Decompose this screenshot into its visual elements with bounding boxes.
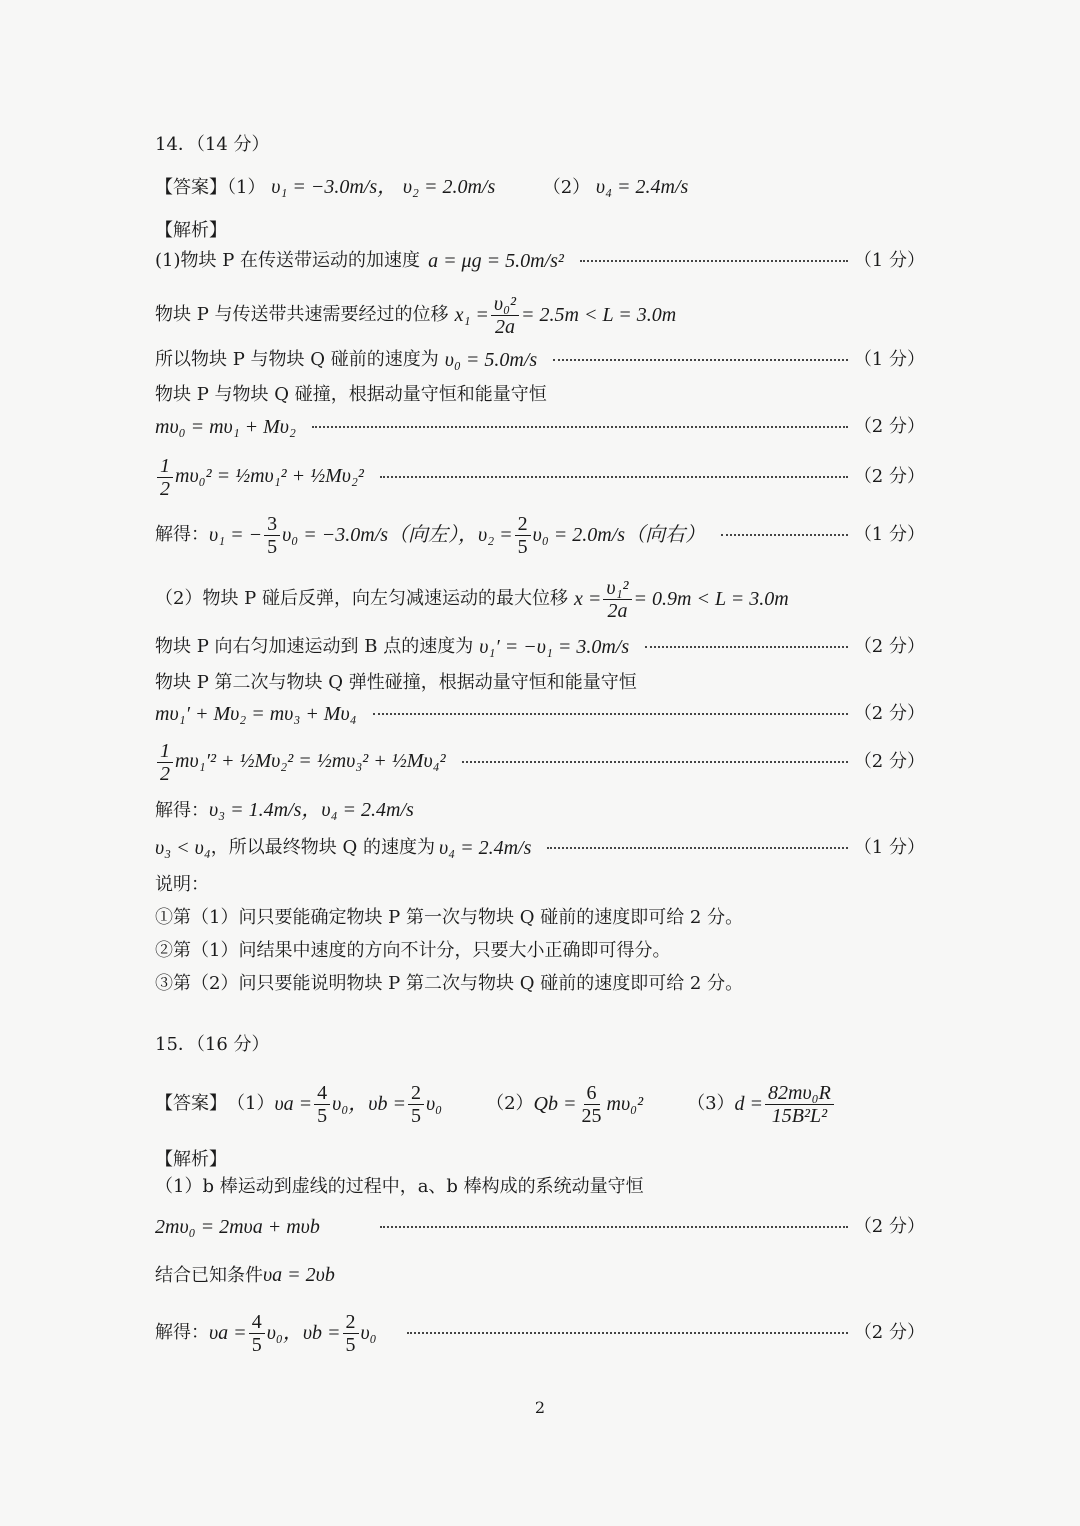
- score: （2 分）: [853, 703, 925, 724]
- fraction: $\frac{\text{82mυ₀R}}{\text{15B²L²}}$: [765, 1082, 834, 1127]
- q14-analysis-tag: 【解析】: [155, 220, 227, 241]
- q15-line2: 2mυ₀ = 2mυa + mυb （2 分）: [155, 1216, 925, 1238]
- q14-line8: （2）物块 P 碰后反弹，向左匀减速运动的最大位移 x = $\frac{\text{υ₁²}}{2a}$ = 0.9m < L = 3.0m: [155, 576, 789, 622]
- dot-leader: [547, 847, 847, 849]
- energy-eq-2: $\frac{1}{2}$ mυ₁′² + ½Mυ₂² = ½mυ₃² + ½Mυ₄²: [155, 740, 446, 785]
- q14-line1: (1)物块 P 在传送带运动的加速度 a = μg = 5.0m/s² （1 分）: [155, 250, 925, 272]
- q14-line7: 解得： υ₁ = − $\frac{3}{5}$ υ₀ = −3.0m/s（向左），υ₂ = $\frac{2}{5}$ υ₀ = 2.0m/s（向右） （1 分）: [155, 512, 925, 558]
- dot-leader: [312, 426, 848, 428]
- note-3: ③第（2）问只要能说明物块 P 第二次与物块 Q 碰前的速度即可给 2 分。: [155, 973, 744, 994]
- dot-leader: [553, 359, 848, 361]
- q15-line1: （1）b 棒运动到虚线的过程中，a、b 棒构成的系统动量守恒: [155, 1176, 644, 1197]
- q14-line5: mυ₀ = mυ₁ + Mυ₂ （2 分）: [155, 416, 925, 438]
- q15-header: 15．（16 分）: [155, 1034, 270, 1055]
- fraction: $\frac{4}{5}$: [249, 1311, 265, 1356]
- fraction: $\frac{6}{25}$: [581, 1081, 602, 1127]
- fraction: $\frac{\text{υ₀²}}{2a}$: [491, 293, 519, 338]
- q14-header: 14．（14 分）: [155, 134, 270, 155]
- answer-v4: υ₄ = 2.4m/s: [595, 176, 689, 198]
- dot-leader: [721, 534, 848, 536]
- answer-tag: 【答案】: [155, 177, 227, 198]
- q14-line4: 物块 P 与物块 Q 碰撞，根据动量守恒和能量守恒: [155, 384, 547, 405]
- q14-line3: 所以物块 P 与物块 Q 碰前的速度为 υ₀ = 5.0m/s （1 分）: [155, 349, 925, 371]
- q14-line12: [155, 740, 925, 784]
- dot-leader: [580, 260, 848, 262]
- score: （1 分）: [853, 524, 925, 545]
- q14-answer: 【答案】（1） υ₁ = −3.0m/s， υ₂ = 2.0m/s （2） υ₄ = 2.4m/s: [155, 176, 689, 198]
- q14-line13: 解得：υ₃ = 1.4m/s，υ₄ = 2.4m/s: [155, 799, 414, 821]
- score: （2 分）: [853, 751, 925, 772]
- dot-leader: [380, 1226, 848, 1228]
- note-title: 说明：: [155, 874, 209, 895]
- dot-leader: [407, 1332, 848, 1334]
- fraction: $\frac{2}{5}$: [515, 513, 531, 558]
- q14-line6: [155, 455, 925, 499]
- score: （2 分）: [853, 466, 925, 487]
- q15-answer: 【答案】 （1） υa = $\frac{4}{5}$ υ₀，υb = $\frac{2}{5}$ υ₀ （2） Qb = $\frac{6}{25}$ mυ₀² （3） d = $\frac{\text{82mυ₀R}}{\text{15B²L²}}$: [155, 1078, 925, 1130]
- answer-v1: υ₁ = −3.0m/s，: [271, 176, 398, 198]
- fraction: $\frac{2}{5}$: [408, 1082, 424, 1127]
- dot-leader: [373, 713, 848, 715]
- page-number: 2: [534, 1398, 546, 1417]
- energy-eq-1: $\frac{1}{2}$ mυ₀² = ½mυ₁² + ½Mυ₂²: [155, 455, 364, 500]
- q14-line14: υ₃ < υ₄ ，所以最终物块 Q 的速度为 υ₄ = 2.4m/s （1 分）: [155, 837, 925, 859]
- score: （2 分）: [853, 636, 925, 657]
- fraction: $\frac{3}{5}$: [264, 513, 280, 558]
- q14-line11: mυ₁′ + Mυ₂ = mυ₃ + Mυ₄ （2 分）: [155, 703, 925, 725]
- q14-line2: 物块 P 与传送带共速需要经过的位移 x₁ = $\frac{\text{υ₀²}}{2a}$ = 2.5m < L = 3.0m: [155, 292, 677, 338]
- score: （2 分）: [853, 1216, 925, 1237]
- dot-leader: [462, 761, 848, 763]
- answer-v2: υ₂ = 2.0m/s: [402, 176, 496, 198]
- fraction: $\frac{4}{5}$: [314, 1082, 330, 1127]
- score: （2 分）: [853, 416, 925, 437]
- score: （1 分）: [853, 349, 925, 370]
- note-1: ①第（1）问只要能确定物块 P 第一次与物块 Q 碰前的速度即可给 2 分。: [155, 907, 744, 928]
- fraction: $\frac{\text{υ₁²}}{2a}$: [603, 577, 631, 622]
- q15-analysis-tag: 【解析】: [155, 1149, 227, 1170]
- dot-leader: [645, 646, 848, 648]
- score: （1 分）: [853, 250, 925, 271]
- fraction: $\frac{2}{5}$: [343, 1311, 359, 1356]
- q14-line10: 物块 P 第二次与物块 Q 弹性碰撞，根据动量守恒和能量守恒: [155, 672, 637, 693]
- score: （1 分）: [853, 837, 925, 858]
- score: （2 分）: [853, 1322, 925, 1343]
- q15-line4: 解得： υa = $\frac{4}{5}$ υ₀，υb = $\frac{2}{5}$ υ₀ （2 分）: [155, 1310, 925, 1356]
- note-2: ②第（1）问结果中速度的方向不计分，只要大小正确即可得分。: [155, 940, 671, 961]
- q15-line3: 结合已知条件υa = 2υb: [155, 1264, 335, 1286]
- dot-leader: [380, 476, 848, 478]
- q14-line9: 物块 P 向右匀加速运动到 B 点的速度为 υ₁′ = −υ₁ = 3.0m/s （2 分）: [155, 636, 925, 658]
